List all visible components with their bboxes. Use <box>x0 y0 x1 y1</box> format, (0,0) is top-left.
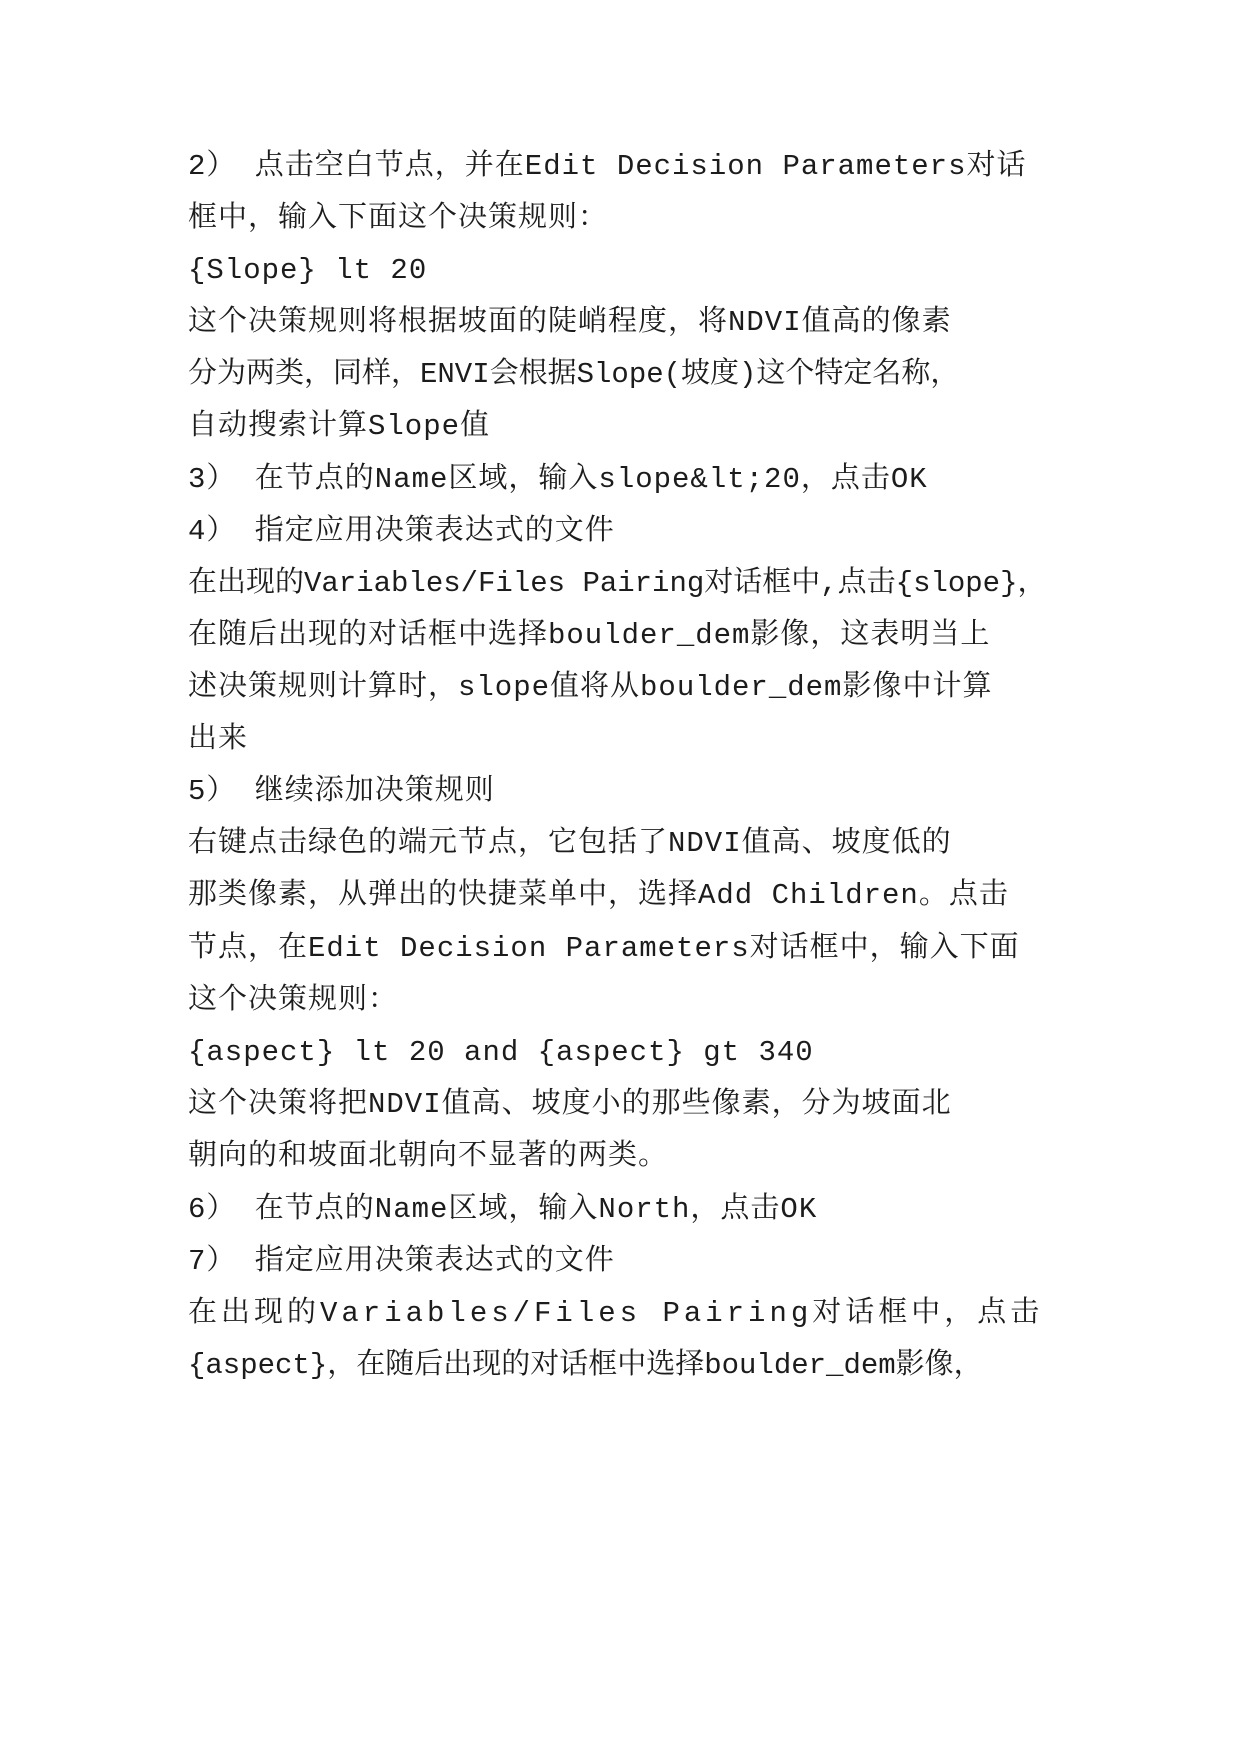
paragraph-line: 这个决策将把NDVI值高、坡度小的那些像素，分为坡面北 <box>188 1088 952 1121</box>
paragraph-line: 述决策规则计算时，slope值将从boulder_dem影像中计算 <box>188 671 993 704</box>
paragraph-line: 朝向的和坡面北朝向不显著的两类。 <box>188 1140 669 1173</box>
paragraph-line: 分为两类，同样，ENVI会根据Slope(坡度)这个特定名称， <box>188 358 960 391</box>
paragraph-line: 这个决策规则： <box>188 984 399 1017</box>
paragraph-line: 在随后出现的对话框中选择boulder_dem影像，这表明当上 <box>188 619 991 652</box>
step-4-heading: 4） 指定应用决策表达式的文件 <box>188 515 615 548</box>
paragraph-line: 在出现的Variables/Files Pairing对话框中，点击 <box>188 1297 1044 1330</box>
step-7-heading: 7） 指定应用决策表达式的文件 <box>188 1245 615 1278</box>
rule-expression-aspect: {aspect} lt 20 and {aspect} gt 340 <box>188 1036 814 1069</box>
paragraph-line: 节点，在Edit Decision Parameters对话框中，输入下面 <box>188 932 1020 965</box>
step-5-heading: 5） 继续添加决策规则 <box>188 775 495 808</box>
paragraph-line: 框中，输入下面这个决策规则： <box>188 202 609 235</box>
paragraph-line: 在出现的Variables/Files Pairing对话框中,点击{slope}， <box>188 567 1047 600</box>
rule-expression-slope: {Slope} lt 20 <box>188 254 428 287</box>
step-2-heading: 2） 点击空白节点，并在Edit Decision Parameters对话 <box>188 150 1027 183</box>
step-3-heading: 3） 在节点的Name区域，输入slope&lt;20，点击OK <box>188 463 928 496</box>
paragraph-line: {aspect}，在随后出现的对话框中选择boulder_dem影像， <box>188 1349 983 1382</box>
step-6-heading: 6） 在节点的Name区域，输入North，点击OK <box>188 1193 818 1226</box>
paragraph-line: 右键点击绿色的端元节点，它包括了NDVI值高、坡度低的 <box>188 827 952 860</box>
paragraph-line: 这个决策规则将根据坡面的陡峭程度，将NDVI值高的像素 <box>188 306 952 339</box>
paragraph-line: 出来 <box>188 723 249 756</box>
paragraph-line: 自动搜索计算Slope值 <box>188 410 491 443</box>
paragraph-line: 那类像素，从弹出的快捷菜单中，选择Add Children。点击 <box>188 879 1009 912</box>
